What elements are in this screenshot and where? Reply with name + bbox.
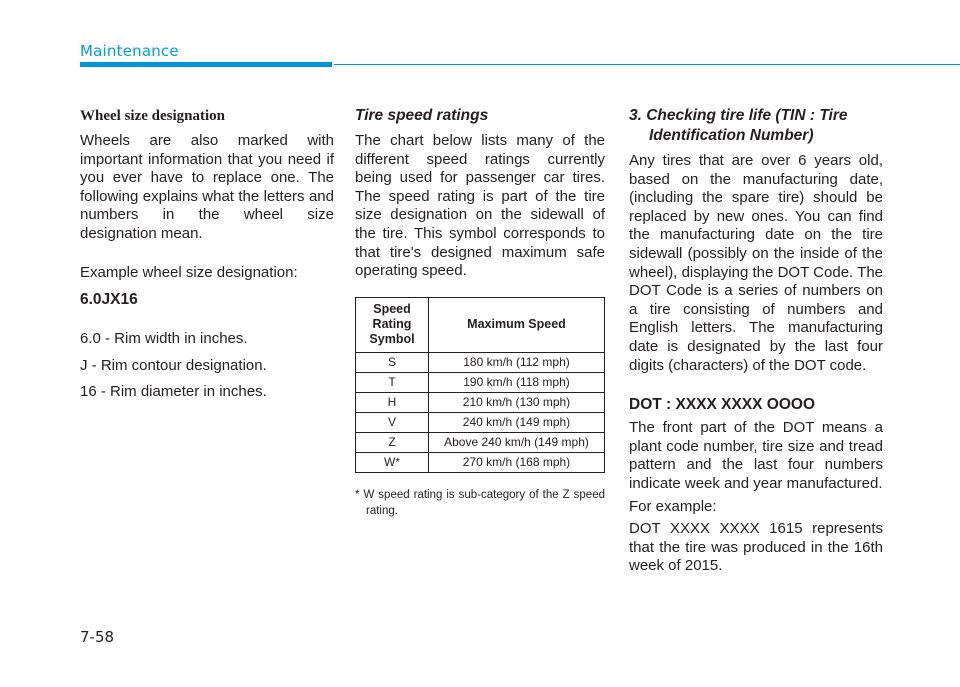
rating-speed: Above 240 km/h (149 mph) (429, 432, 605, 452)
rating-symbol: H (356, 392, 429, 412)
speed-ratings-intro: The chart below lists many of the different speed ratings currently being used for passenger car tires. The speed rating is part of the tire size designation on the sidewall of the tire. This symbol corresponds to that tire's designed maximum safe operating speed. (355, 132, 605, 280)
table-row (356, 352, 605, 372)
header-rule-thick (80, 62, 332, 67)
rim-contour-item: J - Rim contour designation. (80, 356, 267, 374)
wheel-size-intro: Wheels are also marked with important information that you need if you ever have to replace one. The following explains what the letters and numbers in the wheel size designation mean. (80, 132, 334, 242)
rating-symbol: Z (356, 432, 429, 452)
table-row (356, 452, 605, 472)
speed-rating-table (355, 297, 605, 473)
dot-code: DOT : XXXX XXXX OOOO (629, 396, 816, 414)
rating-symbol: W* (356, 452, 429, 472)
rim-width-item: 6.0 - Rim width in inches. (80, 330, 248, 348)
header-rule-thin (334, 64, 960, 65)
column-wheel-size (80, 106, 334, 402)
example-label: Example wheel size designation: (80, 263, 298, 281)
example-intro: For example: (629, 497, 717, 515)
column-tire-life (629, 106, 883, 576)
page-number: 7-58 (80, 628, 115, 646)
wheel-size-heading: Wheel size designation (80, 108, 225, 124)
column-speed-ratings (355, 106, 605, 519)
rating-symbol: V (356, 412, 429, 432)
tire-life-heading: 3. Checking tire life (TIN : Tire Identification Number) (629, 107, 848, 144)
rim-diameter-item: 16 - Rim diameter in inches. (80, 383, 267, 401)
rating-symbol: T (356, 372, 429, 392)
dot-explanation: The front part of the DOT means a plant code number, tire size and tread pattern and the last four numbers indicate week and year manufactured. (629, 419, 883, 492)
speed-rating-footnote: * W speed rating is sub-category of the Z speed rating. (355, 488, 605, 517)
table-row (356, 412, 605, 432)
header-maximum-speed: Maximum Speed (429, 297, 605, 352)
table-header-row (356, 297, 605, 352)
header-speed-rating-symbol: Speed Rating Symbol (356, 297, 429, 352)
rating-speed: 210 km/h (130 mph) (429, 392, 605, 412)
table-row (356, 432, 605, 452)
rating-speed: 190 km/h (118 mph) (429, 372, 605, 392)
dot-example: DOT XXXX XXXX 1615 represents that the tire was produced in the 16th week of 2015. (629, 520, 883, 575)
rating-speed: 180 km/h (112 mph) (429, 352, 605, 372)
tire-life-paragraph: Any tires that are over 6 years old, based on the manufacturing date, (including the spare tire) should be replaced by new ones. You can find the manufacturing date on the tire sidewall (possibly on the inside of the wheel), displaying the DOT Code. The DOT Code is a series of numbers on a tire consisting of numbers and English letters. The manufacturing date is designated by the last four digits (characters) of the DOT code. (629, 152, 883, 374)
rating-symbol: S (356, 352, 429, 372)
rating-speed: 270 km/h (168 mph) (429, 452, 605, 472)
table-row (356, 372, 605, 392)
rating-speed: 240 km/h (149 mph) (429, 412, 605, 432)
example-code: 6.0JX16 (80, 291, 138, 309)
table-row (356, 392, 605, 412)
section-title: Maintenance (80, 42, 179, 60)
speed-ratings-heading: Tire speed ratings (355, 107, 489, 124)
